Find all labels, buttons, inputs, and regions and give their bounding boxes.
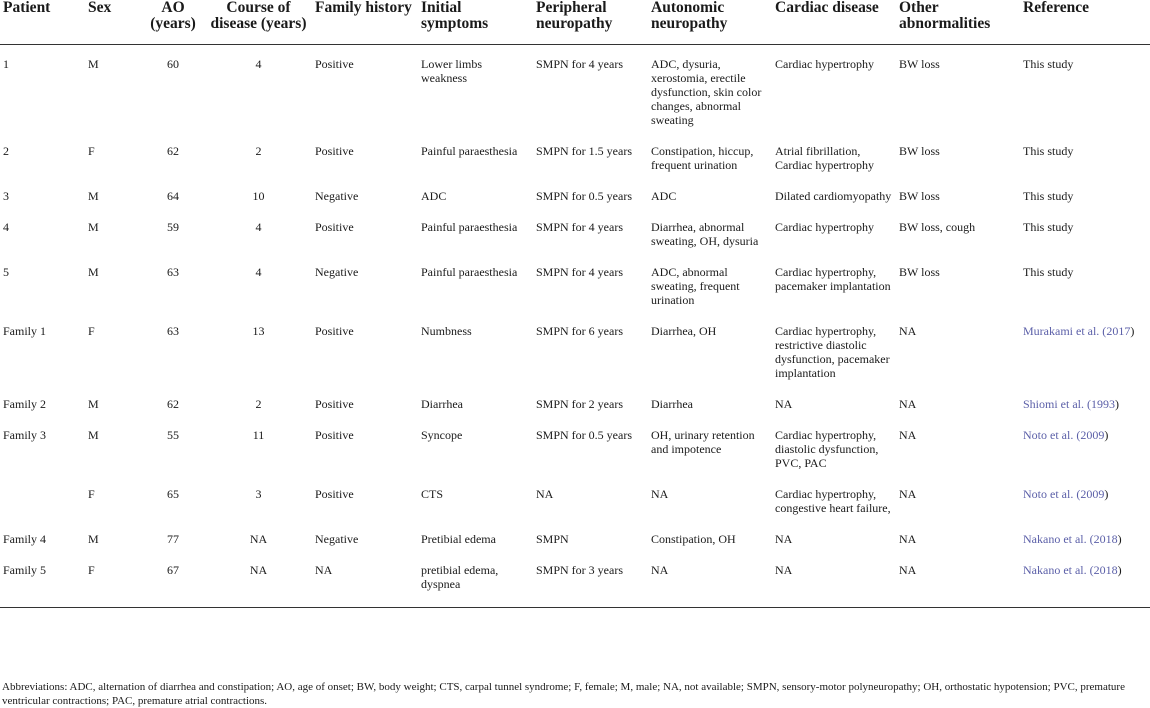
cell-course: 10 — [252, 189, 265, 203]
cell-ao: 63 — [167, 324, 179, 338]
cell-sex: M — [88, 189, 99, 203]
header-ao: AO (years) — [141, 0, 206, 45]
cell-family: Positive — [315, 144, 354, 158]
table-row — [0, 475, 1150, 520]
reference-author[interactable]: Noto et al. ( — [1023, 487, 1081, 501]
cell-autonomic: Constipation, OH — [651, 532, 736, 546]
cell-other: NA — [899, 487, 917, 501]
cell-family: Negative — [315, 532, 359, 546]
cell-peripheral: NA — [536, 487, 554, 501]
cell-ao: 62 — [167, 144, 179, 158]
reference-year-link[interactable]: 2018 — [1093, 532, 1118, 546]
cell-patient: Family 2 — [3, 397, 47, 411]
cell-initial: ADC — [421, 189, 447, 203]
cell-sex: M — [88, 397, 99, 411]
cell-other: NA — [899, 397, 917, 411]
cell-course: 4 — [255, 265, 262, 279]
header-autonomic-neuropathy: Autonomic neuropathy — [648, 0, 772, 45]
cell-initial: Diarrhea — [421, 397, 463, 411]
table-row — [0, 416, 1150, 475]
cell-peripheral: SMPN for 0.5 years — [536, 189, 632, 203]
cell-other: BW loss — [899, 189, 940, 203]
cell-initial: Painful paraesthesia — [421, 265, 518, 279]
cell-ao: 62 — [167, 397, 179, 411]
cell-family: NA — [312, 551, 418, 608]
cell-other: BW loss — [899, 57, 940, 71]
reference-close-paren: ) — [1117, 532, 1122, 546]
cell-initial: CTS — [421, 487, 444, 501]
cell-initial: Pretibial edema — [421, 532, 496, 546]
cell-family: Positive — [315, 487, 354, 501]
cell-ao: 55 — [167, 428, 179, 442]
cell-ao: 64 — [167, 189, 179, 203]
table-row — [0, 385, 1150, 416]
cell-sex: M — [88, 265, 99, 279]
reference-year-link[interactable]: 2018 — [1093, 563, 1118, 577]
header-cardiac-disease: Cardiac disease — [772, 0, 896, 45]
table-row — [0, 253, 1150, 312]
table-row — [0, 177, 1150, 208]
cell-cardiac: NA — [775, 532, 793, 546]
cell-reference — [1020, 253, 1150, 312]
cell-reference — [1020, 551, 1150, 608]
cell-family: Positive — [315, 397, 354, 411]
reference-author[interactable]: Shiomi et al. ( — [1023, 397, 1091, 411]
cell-other: NA — [899, 324, 917, 338]
reference-close-paren: ) — [1104, 487, 1109, 501]
cell-course: 4 — [255, 220, 262, 234]
cell-initial: Syncope — [421, 428, 463, 442]
cell-autonomic: ADC, abnormal sweating, frequent urination — [651, 265, 740, 307]
reference-close-paren: ) — [1117, 563, 1122, 577]
cell-course: 2 — [255, 144, 262, 158]
cell-course: NA — [249, 532, 268, 546]
cell-other: NA — [899, 532, 917, 546]
cell-sex: F — [88, 144, 95, 158]
header-row — [0, 0, 1150, 45]
cell-course: 3 — [255, 487, 262, 501]
reference-close-paren: ) — [1130, 324, 1135, 338]
cell-peripheral: SMPN — [536, 532, 569, 546]
cell-cardiac: Cardiac hypertrophy, restrictive diastolic dysfunction, pacemaker implantation — [775, 324, 890, 380]
reference-author[interactable]: Murakami et al. ( — [1023, 324, 1107, 338]
cell-cardiac: Cardiac hypertrophy, congestive heart failure, — [775, 487, 891, 515]
cell-reference — [1020, 416, 1150, 475]
cell-sex: M — [88, 532, 99, 546]
cell-peripheral: SMPN for 0.5 years — [536, 428, 632, 442]
cell-sex: M — [88, 428, 99, 442]
cell-peripheral: SMPN for 2 years — [536, 397, 623, 411]
table-header — [0, 0, 1150, 45]
cell-patient: Family 1 — [3, 324, 47, 338]
cell-ao: 63 — [167, 265, 179, 279]
cell-cardiac: Dilated cardiomyopathy — [775, 189, 892, 203]
cell-sex: F — [88, 324, 95, 338]
cell-initial: Lower limbs weakness — [421, 57, 482, 85]
header-course: Course of disease (years) — [206, 0, 312, 45]
cell-other: NA — [896, 551, 1020, 608]
cell-course: 13 — [252, 324, 265, 338]
cell-patient: 2 — [3, 144, 9, 158]
cell-peripheral: SMPN for 3 years — [533, 551, 648, 608]
cell-ao: 77 — [167, 532, 179, 546]
reference-author: This study — [1023, 265, 1074, 279]
header-family-history: Family history — [312, 0, 418, 45]
cell-peripheral: SMPN for 1.5 years — [536, 144, 632, 158]
cell-sex: M — [88, 220, 99, 234]
reference-author: This study — [1023, 57, 1074, 71]
header-patient: Patient — [0, 0, 85, 45]
cell-reference — [1020, 385, 1150, 416]
cell-cardiac: NA — [772, 551, 896, 608]
cell-autonomic: ADC, dysuria, xerostomia, erectile dysfunction, skin color changes, abnormal sweating — [651, 57, 762, 127]
cell-peripheral: SMPN for 4 years — [536, 265, 623, 279]
cell-autonomic: ADC — [651, 189, 677, 203]
reference-year-link[interactable]: 1993 — [1091, 397, 1115, 411]
reference-author[interactable]: Noto et al. ( — [1023, 428, 1081, 442]
cell-family: Positive — [315, 220, 354, 234]
cell-sex: M — [88, 57, 99, 71]
cell-initial: Painful paraesthesia — [421, 220, 518, 234]
cell-autonomic: NA — [651, 487, 669, 501]
table-row — [0, 208, 1150, 253]
cell-reference — [1020, 132, 1150, 177]
cell-peripheral: SMPN for 6 years — [536, 324, 623, 338]
reference-year-link[interactable]: 2009 — [1080, 487, 1105, 501]
cell-reference — [1020, 520, 1150, 551]
cell-other: BW loss — [899, 144, 940, 158]
table-row — [0, 132, 1150, 177]
cell-reference — [1020, 177, 1150, 208]
cell-patient: Family 4 — [3, 532, 47, 546]
cell-cardiac: Cardiac hypertrophy — [775, 57, 874, 71]
cell-other: BW loss, cough — [899, 220, 976, 234]
reference-close-paren: ) — [1104, 428, 1109, 442]
reference-author[interactable]: Nakano et al. ( — [1023, 563, 1094, 577]
cell-cardiac: Atrial fibrillation, Cardiac hypertrophy — [775, 144, 874, 172]
cell-course: 4 — [255, 57, 262, 71]
cell-other: BW loss — [899, 265, 940, 279]
cell-course: 2 — [255, 397, 262, 411]
cell-ao: 67 — [141, 551, 206, 608]
cell-initial: Numbness — [421, 324, 472, 338]
cell-patient: 4 — [3, 220, 9, 234]
cell-autonomic: Constipation, hiccup, frequent urination — [651, 144, 754, 172]
cell-family: Negative — [315, 265, 359, 279]
cell-cardiac: Cardiac hypertrophy, diastolic dysfunction, PVC, PAC — [775, 428, 879, 470]
header-sex: Sex — [85, 0, 141, 45]
cell-initial: Painful paraesthesia — [421, 144, 518, 158]
header-initial-symptoms: Initial symptoms — [418, 0, 533, 45]
cell-autonomic: NA — [648, 551, 772, 608]
header-reference: Reference — [1020, 0, 1150, 45]
reference-year-link[interactable]: 2009 — [1080, 428, 1105, 442]
reference-author: This study — [1023, 220, 1074, 234]
cell-course: 11 — [252, 428, 265, 442]
cell-sex: F — [88, 487, 95, 501]
cell-family: Positive — [315, 428, 354, 442]
cell-family: Positive — [315, 57, 354, 71]
table-row — [0, 312, 1150, 385]
cell-family: Negative — [315, 189, 359, 203]
cell-cardiac: NA — [775, 397, 793, 411]
cell-ao: 60 — [167, 57, 179, 71]
cell-patient: Family 3 — [3, 428, 47, 442]
cell-peripheral: SMPN for 4 years — [536, 57, 623, 71]
header-peripheral-neuropathy: Peripheral neuropathy — [533, 0, 648, 45]
cell-reference — [1020, 208, 1150, 253]
table-row — [0, 520, 1150, 551]
cell-ao: 59 — [167, 220, 179, 234]
cell-other: NA — [899, 428, 917, 442]
cell-patient: 3 — [3, 189, 9, 203]
cell-ao: 65 — [167, 487, 179, 501]
cell-reference — [1020, 312, 1150, 385]
cell-autonomic: Diarrhea — [651, 397, 693, 411]
cell-patient: Family 5 — [0, 551, 85, 608]
cell-course: NA — [206, 551, 312, 608]
abbreviations-footnote: Abbreviations: ADC, alternation of diarrhea and constipation; AO, age of onset; BW, body weight; CTS, carpal tunnel syndrome; F, female; M, male; NA, not available; SMPN, sensory-motor polyneuropathy; OH, orthostatic hypotension; PVC, premature ventricular contractions; PAC, premature atrial contractions. — [2, 681, 1125, 707]
cell-peripheral: SMPN for 4 years — [536, 220, 623, 234]
reference-year-link[interactable]: 2017 — [1106, 324, 1131, 338]
cell-autonomic: Diarrhea, abnormal sweating, OH, dysuria — [651, 220, 759, 248]
cell-autonomic: Diarrhea, OH — [651, 324, 717, 338]
cell-patient: 5 — [3, 265, 9, 279]
cell-reference — [1020, 45, 1150, 133]
cell-cardiac: Cardiac hypertrophy, pacemaker implantation — [775, 265, 891, 293]
cell-initial: pretibial edema, dyspnea — [418, 551, 533, 608]
header-other-abnormalities: Other abnormalities — [896, 0, 1020, 45]
cell-autonomic: OH, urinary retention and impotence — [651, 428, 755, 456]
table-row — [0, 551, 1150, 608]
reference-author[interactable]: Nakano et al. ( — [1023, 532, 1094, 546]
cell-patient: 1 — [3, 57, 9, 71]
cell-patient — [0, 475, 85, 520]
cell-cardiac: Cardiac hypertrophy — [775, 220, 874, 234]
table-row — [0, 45, 1150, 133]
reference-close-paren: ) — [1115, 397, 1119, 411]
reference-author: This study — [1023, 189, 1074, 203]
table-body — [0, 45, 1150, 608]
cell-sex: F — [85, 551, 141, 608]
cell-reference — [1020, 475, 1150, 520]
cell-family: Positive — [315, 324, 354, 338]
reference-author: This study — [1023, 144, 1074, 158]
